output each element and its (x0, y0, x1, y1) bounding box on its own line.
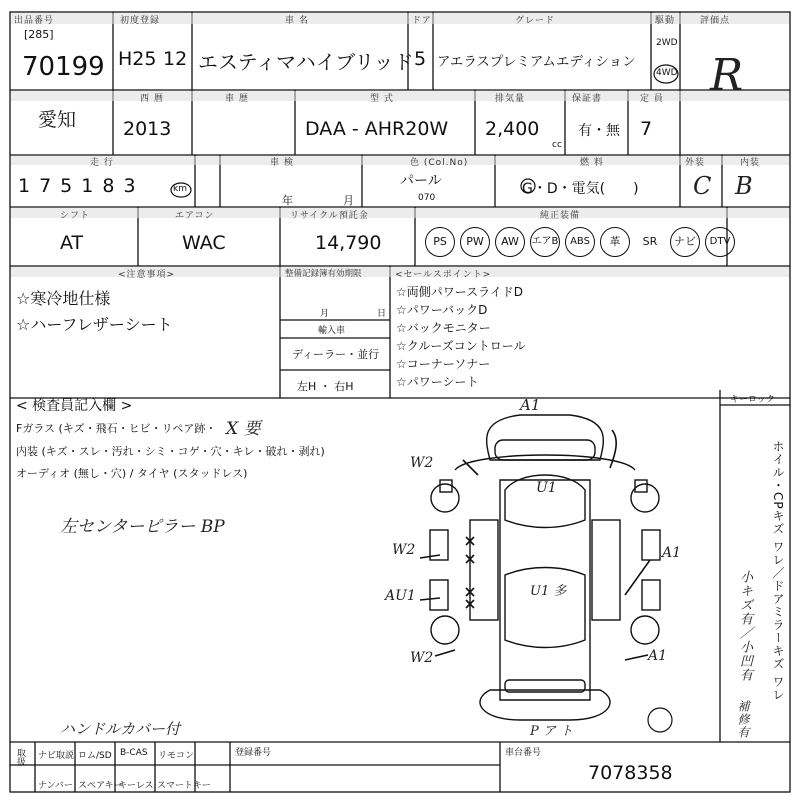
import-side: 左H ・ 右H (297, 380, 354, 393)
record-day: 日 (377, 309, 387, 319)
equip-sr: SR (642, 235, 658, 248)
equip-navi: ナビ (670, 227, 700, 257)
glass-mark: X 要 (226, 419, 261, 439)
inspection-label: 車 検 (270, 158, 294, 168)
sales-label: <セールスポイント> (395, 270, 492, 280)
model-label: 車 名 (285, 16, 309, 26)
sales-point: ☆パワーバックD (396, 303, 488, 317)
glass-line: Fガラス (キズ・飛石・ヒビ・リペア跡・ (16, 422, 217, 435)
fuel: G・D・電気( ) (522, 181, 639, 197)
handle-note: ハンドルカバー付 (60, 720, 181, 738)
car-name: エスティマハイブリッド (198, 50, 414, 74)
inspection-year: 年 (282, 194, 293, 207)
footer-label-2: ロム/SD (78, 751, 112, 761)
footer-label-4: リモコン (158, 751, 195, 761)
ac: WAC (182, 232, 226, 254)
mileage-label: 走 行 (90, 158, 114, 168)
drive-2wd: 2WD (656, 38, 678, 48)
equip-airbag: エアB (530, 227, 560, 257)
equip-leather: 革 (600, 227, 630, 257)
caution-item: ☆寒冷地仕様 (16, 289, 111, 308)
frame-number: 7078358 (588, 762, 673, 784)
shift: AT (60, 232, 84, 254)
doors-label: ドア (412, 16, 432, 26)
footer-label-1: ナビ取説 (38, 751, 75, 761)
caution-item: ☆ハーフレザーシート (16, 315, 173, 334)
equip-ps: PS (425, 227, 455, 257)
mark-right-door: A1 (662, 545, 682, 561)
mark-roof: U1 (536, 480, 557, 496)
footer-label-0: 取扱 (15, 748, 25, 766)
mark-rear-left: W2 (410, 650, 434, 666)
vertical-remarks: ホイル・CPキズ ワレ／ドアミラーキズ ワレ (771, 440, 785, 702)
footer-label-5: ナンバー (38, 781, 73, 791)
displacement-unit: cc (552, 140, 562, 150)
equip-dtv: DTV (705, 227, 735, 257)
footer-label-6: スペアキー (78, 781, 123, 791)
inspector-note: 左センターピラー BP (60, 517, 225, 537)
audio-line: オーディオ (無し・穴) / タイヤ (スタッドレス) (16, 467, 248, 480)
model-code: DAA - AHR20W (305, 118, 449, 140)
import-label: 輸入車 (318, 326, 346, 336)
history-label: 車 歴 (225, 94, 249, 104)
fuel-label: 燃 料 (580, 158, 604, 168)
first-reg-era: H25 (118, 48, 157, 70)
interior-grade: B (735, 172, 753, 200)
exterior-grade: C (693, 172, 712, 200)
equipment-list (425, 227, 735, 257)
sales-point: ☆バックモニター (396, 321, 491, 335)
model-code-label: 型 式 (370, 94, 394, 104)
doors: 5 (414, 48, 427, 70)
recycle-fee: 14,790 (315, 232, 382, 254)
key-lock-label: キーロック (730, 395, 775, 405)
ac-label: エアコン (175, 211, 215, 221)
equip-abs: ABS (565, 227, 595, 257)
mileage-unit: km (173, 184, 187, 194)
color: パール (400, 173, 442, 189)
inspector-label: < 検査員記入欄 > (16, 398, 133, 414)
lot-label: 出品番号 (14, 16, 55, 26)
first-reg-label: 初度登録 (120, 16, 161, 26)
footer-label-7: キーレス (118, 781, 154, 791)
mark-left-door: W2 (392, 542, 416, 558)
mark-top: A1 (520, 396, 541, 414)
region: 愛知 (38, 109, 77, 131)
color-label: 色 (Col.No) (410, 158, 469, 168)
equip-aw: AW (495, 227, 525, 257)
import-dealer: ディーラー・並行 (292, 348, 380, 361)
first-reg-month: 12 (163, 48, 188, 70)
drive-label: 駆動 (655, 16, 676, 26)
mark-center: U1 多 (530, 584, 567, 599)
displacement: 2,400 (485, 118, 540, 140)
warranty-label: 保証書 (572, 94, 603, 104)
mark-bottom: P ア ト (530, 724, 574, 739)
record-month: 月 (320, 309, 330, 319)
sales-point: ☆コーナーソナー (396, 357, 491, 371)
warranty: 有・無 (578, 123, 620, 139)
mark-front-left: W2 (410, 455, 434, 471)
equip-pw: PW (460, 227, 490, 257)
caution-label: <注意事項> (118, 270, 176, 280)
interior-label: 内装 (740, 158, 761, 168)
vertical-remarks-2: 小キズ有／小凹有 (737, 570, 752, 682)
mark-rear-right: A1 (648, 648, 668, 664)
equipment-label: 純正装備 (540, 211, 581, 221)
score: R (710, 50, 744, 101)
vertical-remarks-3: 補修有 (736, 700, 750, 739)
capacity: 7 (640, 118, 653, 140)
recycle-label: リサイクル預託金 (290, 211, 369, 221)
frame-label: 車台番号 (505, 748, 542, 758)
footer-label-8: スマートキー (157, 781, 211, 791)
shift-label: シフト (60, 211, 91, 221)
mileage: 175183 (18, 175, 145, 197)
capacity-label: 定 員 (640, 94, 664, 104)
interior-line: 内装 (キズ・スレ・汚れ・シミ・コゲ・穴・キレ・破れ・剥れ) (16, 445, 325, 458)
color-code: 070 (418, 193, 436, 203)
grade: アエラスプレミアムエディション (437, 54, 636, 70)
sales-point: ☆両側パワースライドD (396, 285, 524, 299)
drive-4wd: 4WD (656, 68, 678, 78)
record-label: 整備記録簿有効期限 (285, 269, 362, 279)
lot-number: 70199 (22, 52, 105, 82)
sales-point: ☆パワーシート (396, 375, 479, 389)
score-label: 評価点 (700, 16, 731, 26)
grade-label: グレード (515, 16, 556, 26)
sales-point: ☆クルーズコントロール (396, 339, 526, 353)
exterior-label: 外装 (685, 158, 706, 168)
displacement-label: 排気量 (495, 94, 526, 104)
year-label: 西 暦 (140, 94, 164, 104)
reg-label: 登録番号 (235, 748, 272, 758)
inspection-month: 月 (343, 194, 354, 207)
year: 2013 (123, 118, 172, 140)
mark-left-rear: AU1 (385, 588, 416, 604)
lot-prefix: [285] (24, 28, 54, 41)
footer-label-3: B-CAS (120, 748, 148, 758)
